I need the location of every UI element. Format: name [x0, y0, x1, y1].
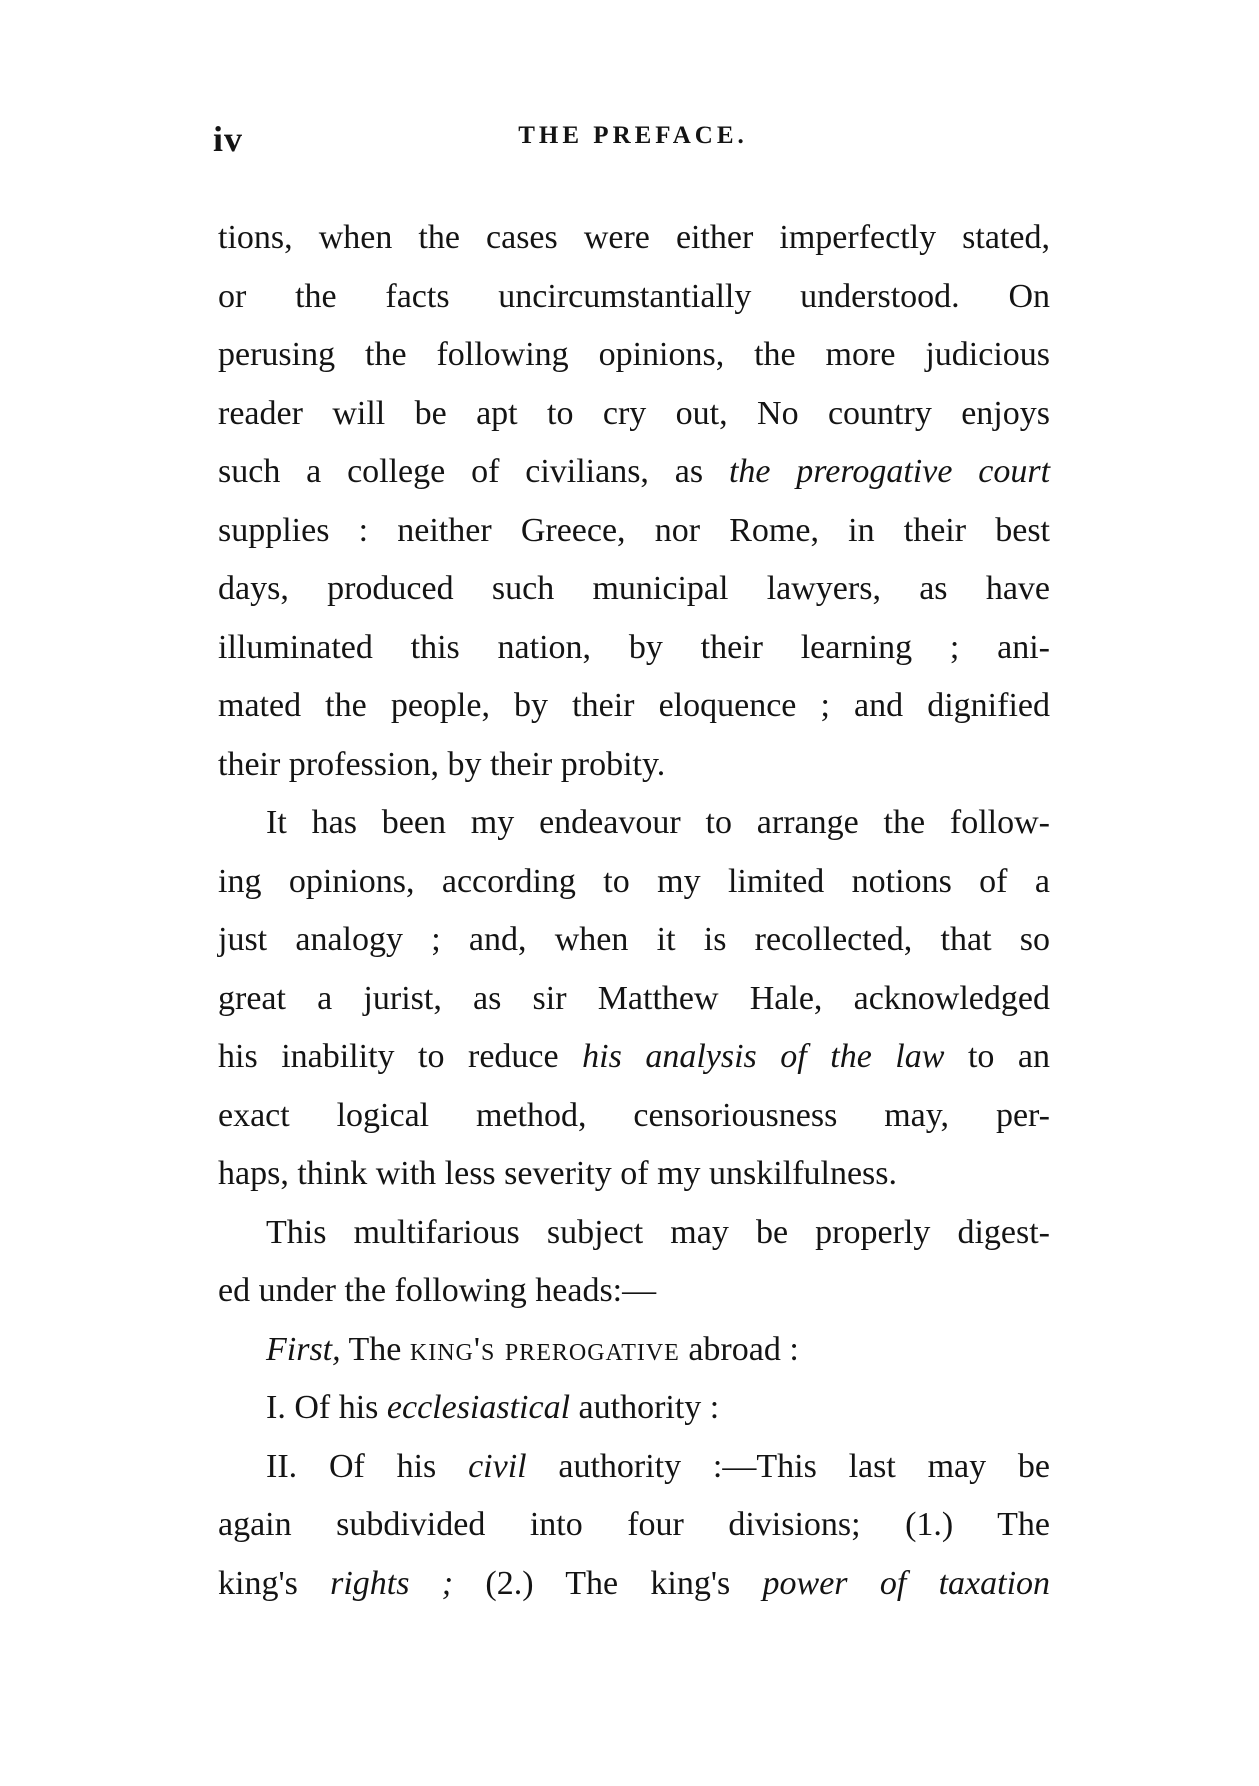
text-segment: authority :—This last may be — [558, 1447, 1050, 1485]
text-segment: to an — [967, 1038, 1051, 1075]
text-segment: king's — [218, 1564, 298, 1602]
italic-phrase: rights ; — [330, 1564, 454, 1602]
text-line: supplies : neither Greece, nor Rome, in their best — [218, 511, 1050, 549]
text-line: ed under the following heads:— — [218, 1272, 657, 1309]
text-line: illuminated this nation, by their learning ; ani- — [218, 628, 1050, 666]
text-line: haps, think with less severity of my unskilfulness. — [218, 1155, 898, 1192]
text-line: just analogy ; and, when it is recollected, that so — [218, 921, 1050, 958]
text-line — [218, 1028, 1050, 1087]
head-first — [218, 1321, 1050, 1380]
text-line: their profession, by their probity. — [218, 745, 666, 783]
paragraph-2 — [218, 794, 1050, 1204]
text-line: again subdivided into four divisions; (1.) The — [218, 1506, 1050, 1543]
italic-phrase: civil — [468, 1447, 527, 1485]
text-line: mated the people, by their eloquence ; and dignified — [218, 687, 1050, 724]
text-segment: authority : — [578, 1389, 720, 1426]
text-segment: The — [348, 1330, 402, 1368]
body-text — [218, 209, 1050, 1613]
paragraph-1 — [218, 209, 1050, 794]
text-line: perusing the following opinions, the more judicious — [218, 336, 1050, 373]
text-segment: (2.) The king's — [485, 1564, 731, 1602]
italic-phrase: his analysis of the law — [582, 1038, 945, 1075]
text-line: days, produced such municipal lawyers, as have — [218, 570, 1050, 607]
roman-numeral: II. — [266, 1447, 298, 1485]
paragraph-3 — [218, 1204, 1050, 1321]
text-segment: Of his — [294, 1389, 379, 1426]
text-segment: abroad : — [688, 1330, 799, 1368]
text-line: It has been my endeavour to arrange the follow- — [266, 804, 1050, 841]
running-head: THE PREFACE. — [518, 122, 748, 149]
text-line: ing opinions, according to my limited notions of a — [218, 862, 1050, 900]
page-number: iv — [213, 119, 244, 159]
text-line: great a jurist, as sir Matthew Hale, acknowledged — [218, 979, 1050, 1017]
head-two — [218, 1438, 1050, 1614]
page-header — [213, 118, 1053, 158]
text-line — [218, 443, 1050, 502]
text-segment: such a college of civilians, as — [218, 453, 704, 490]
italic-phrase: First, — [266, 1330, 341, 1368]
text-line — [218, 1555, 1050, 1614]
text-segment: Of his — [328, 1447, 437, 1485]
italic-phrase: power of taxation — [762, 1564, 1051, 1602]
italic-phrase: ecclesiastical — [386, 1389, 571, 1426]
roman-numeral: I. — [266, 1389, 286, 1426]
text-line — [218, 1379, 1050, 1438]
text-line: tions, when the cases were either imperfectly stated, — [218, 219, 1050, 256]
text-line: reader will be apt to cry out, No country enjoys — [218, 394, 1050, 432]
head-one — [218, 1379, 1050, 1438]
text-line — [218, 1321, 1050, 1380]
italic-phrase: the prerogative court — [728, 453, 1051, 490]
text-line — [218, 1438, 1050, 1497]
text-line: This multifarious subject may be properly digest- — [266, 1213, 1050, 1251]
text-segment: his inability to reduce — [218, 1038, 559, 1075]
text-line: or the facts uncircumstantially understood. On — [218, 277, 1050, 315]
small-caps-phrase: king's prerogative — [409, 1330, 680, 1368]
text-line: exact logical method, censoriousness may, per- — [218, 1096, 1050, 1134]
